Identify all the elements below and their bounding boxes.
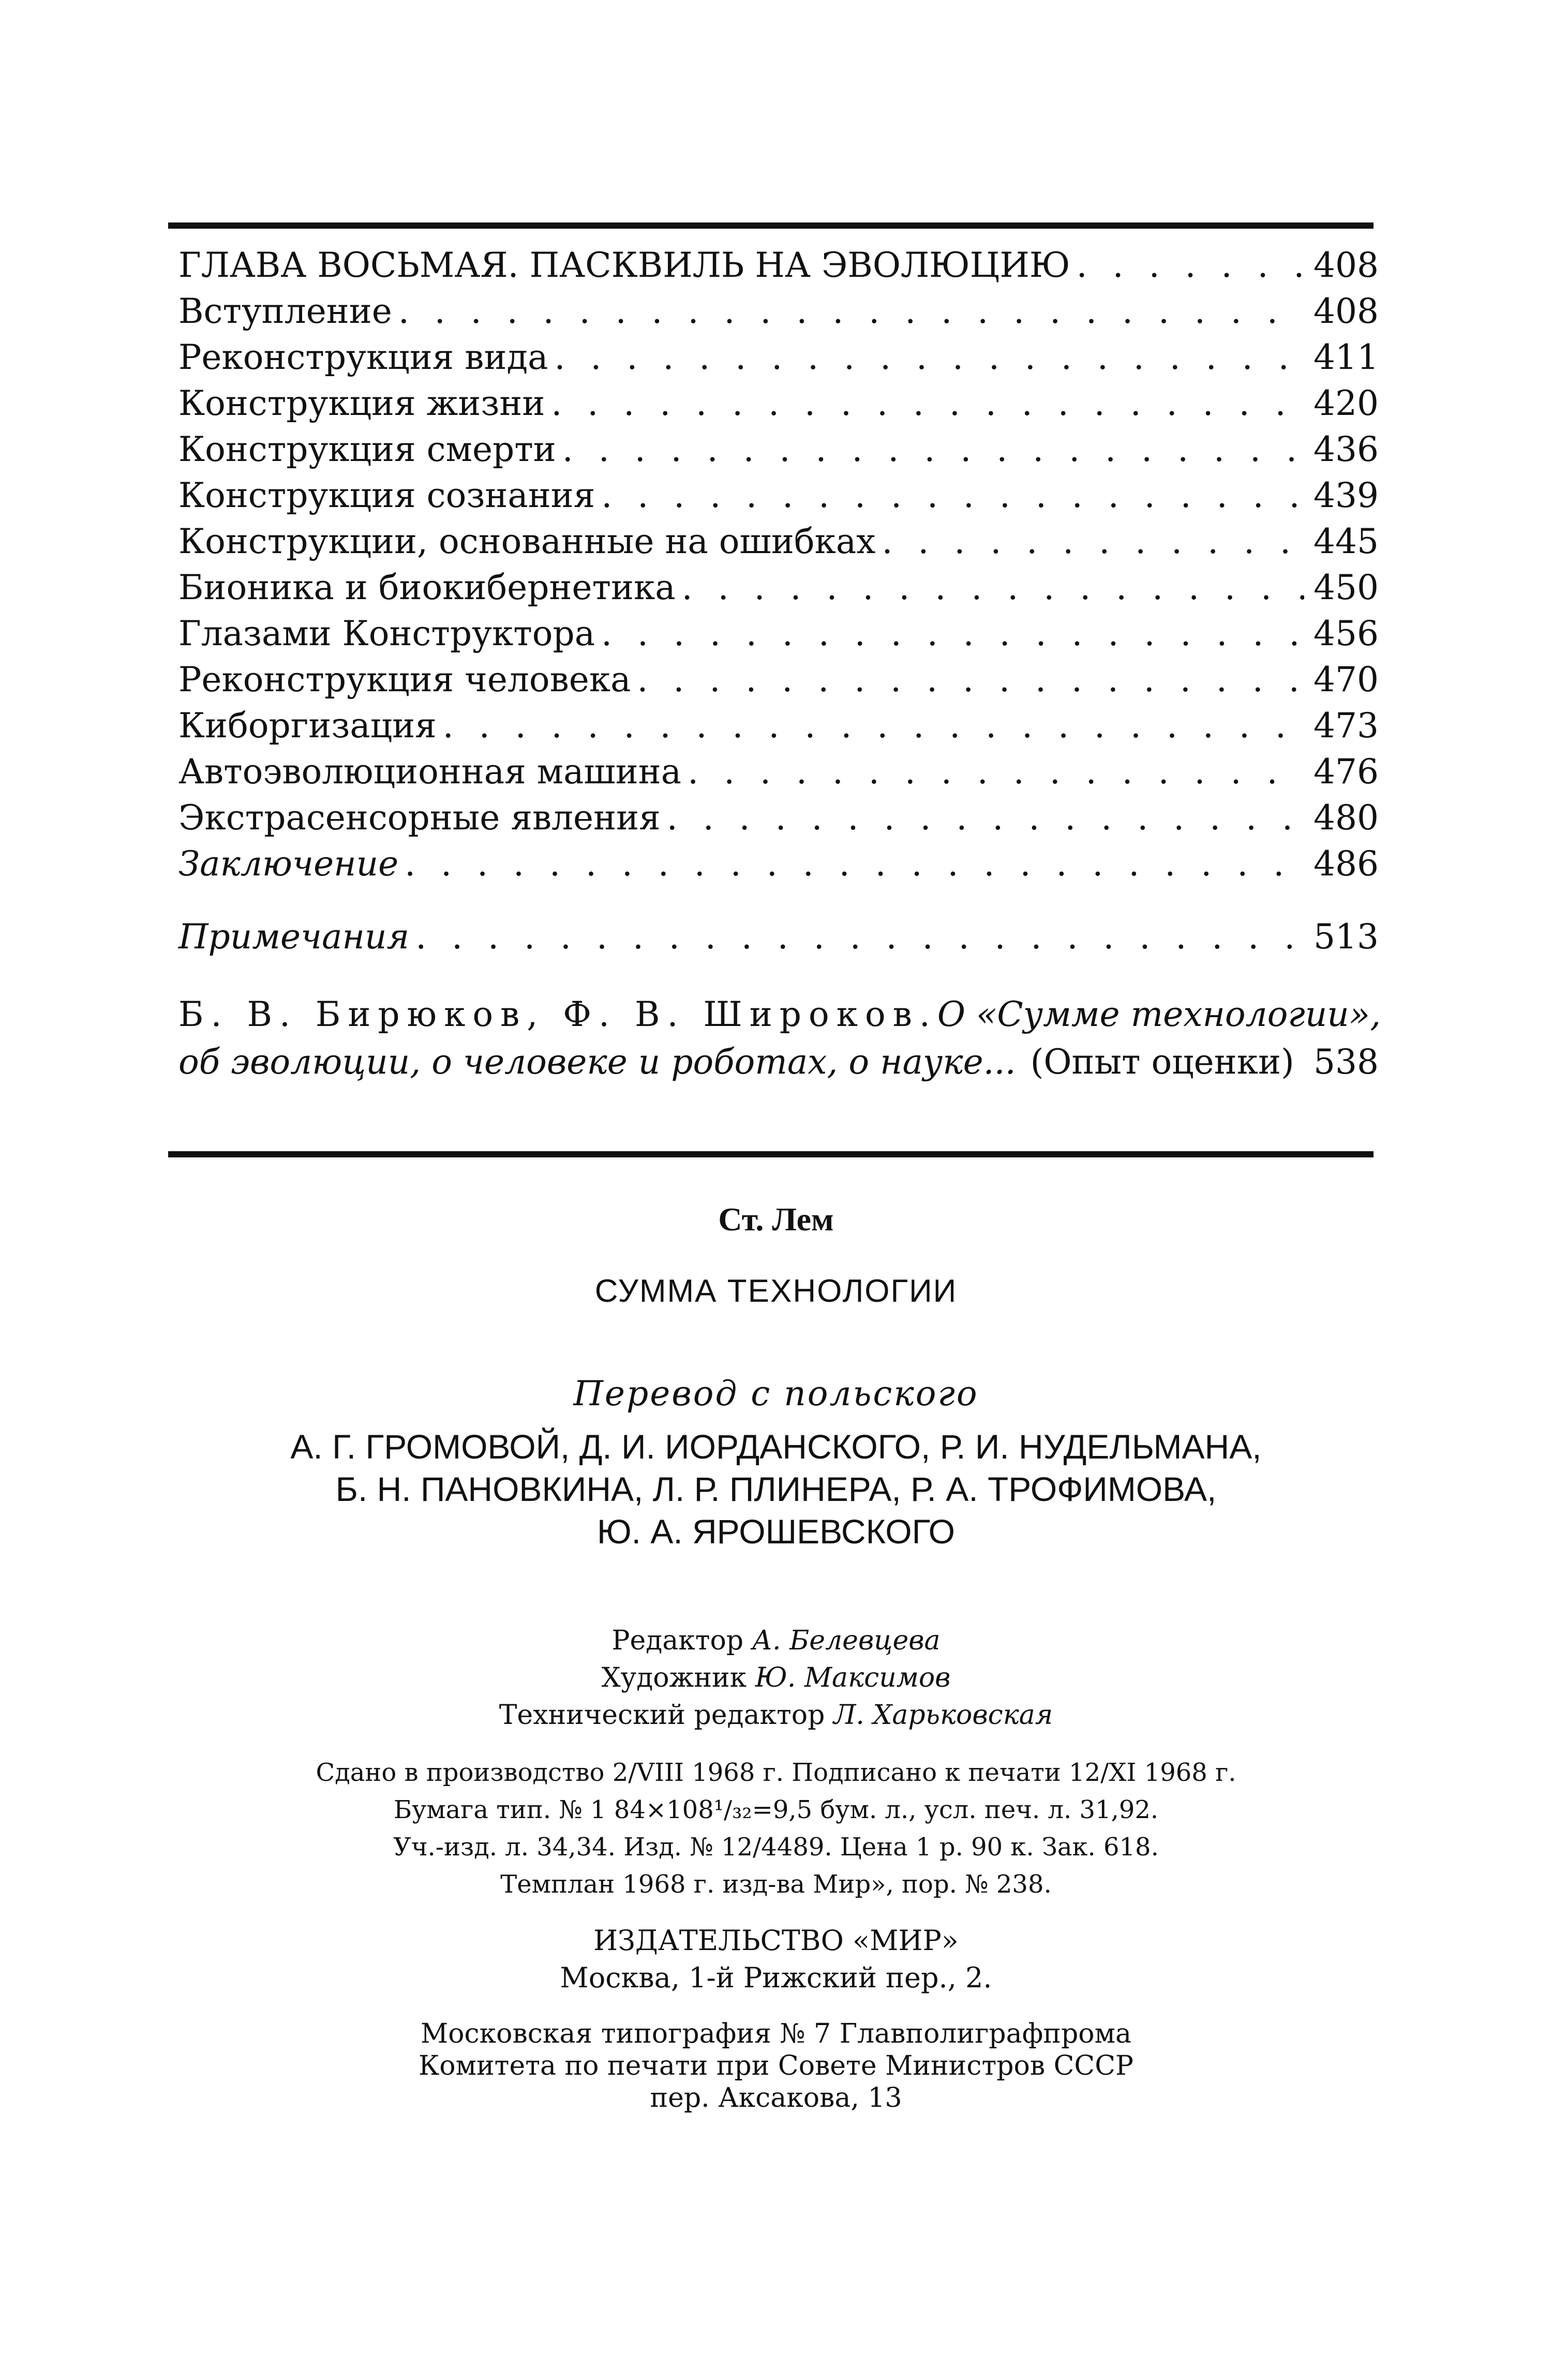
leader-dots — [601, 472, 1304, 518]
toc-entry[interactable] — [178, 518, 1379, 564]
imprint-line: Сдано в производство 2/VIII 1968 г. Подписано к печати 12/XI 1968 г. — [316, 1758, 1236, 1787]
toc-entry[interactable] — [178, 657, 1379, 703]
staff-name: А. Белевцева — [752, 1625, 941, 1656]
toc-essay-entry[interactable] — [178, 991, 1379, 1086]
staff-line — [0, 1659, 1552, 1697]
essay-suffix: (Опыт оценки) — [1030, 1042, 1294, 1082]
page-number: 486 — [1314, 844, 1379, 884]
publisher-address: Москва, 1-й Рижский пер., 2. — [560, 1961, 992, 1994]
toc-entry[interactable] — [178, 611, 1379, 657]
essay-title-part-2: об эволюции, о человеке и роботах, о науке... — [178, 1042, 1016, 1082]
page-number: 538 — [1314, 1042, 1379, 1082]
essay-title-part-1: О «Сумме технологии», — [937, 994, 1381, 1034]
entry-title: Вступление — [178, 291, 392, 331]
entry-title: Киборгизация — [178, 706, 437, 746]
translators-line: А. Г. ГРОМОВОЙ, Д. И. ИОРДАНСКОГО, Р. И. НУДЕЛЬМАНА, — [290, 1427, 1262, 1466]
entry-title: Глазами Конструктора — [178, 614, 595, 653]
toc-entry[interactable] — [178, 841, 1379, 887]
book-title: СУММА ТЕХНОЛОГИИ — [594, 1273, 958, 1309]
entry-title: Заключение — [178, 844, 399, 884]
imprint-line: Темплан 1968 г. изд-ва Мир», пор. № 238. — [500, 1870, 1052, 1899]
entry-title: Конструкция сознания — [178, 475, 595, 515]
top-rule — [168, 222, 1374, 229]
leader-dots — [562, 426, 1304, 472]
leader-dots — [1077, 242, 1304, 288]
printer-line: Комитета по печати при Совете Министров СССР — [419, 2050, 1133, 2081]
entry-title: Конструкции, основанные на ошибках — [178, 522, 876, 561]
entry-title: Экстрасенсорные явления — [178, 798, 661, 838]
page-number: 436 — [1314, 429, 1379, 469]
table-of-contents — [178, 242, 1379, 1086]
page-number: 408 — [1314, 245, 1379, 285]
entry-title: Конструкция жизни — [178, 383, 545, 423]
leader-dots — [554, 334, 1304, 380]
leader-dots — [551, 380, 1304, 426]
printer-line: пер. Аксакова, 13 — [650, 2082, 902, 2114]
leader-dots — [667, 795, 1304, 841]
essay-line-2 — [178, 1038, 1379, 1086]
leader-dots — [688, 749, 1304, 795]
translators-block — [0, 1425, 1552, 1553]
staff-credits — [0, 1622, 1552, 1734]
translation-heading: Перевод с польского — [573, 1374, 979, 1414]
entry-title: Конструкция смерти — [178, 429, 556, 469]
toc-entry[interactable] — [178, 334, 1379, 380]
page-number: 420 — [1314, 383, 1379, 423]
translators-line: Б. Н. ПАНОВКИНА, Л. Р. ПЛИНЕРА, Р. А. ТРОФИМОВА, — [335, 1470, 1217, 1508]
page-number: 408 — [1314, 291, 1379, 331]
imprint-line: Уч.-изд. л. 34,34. Изд. № 12/4489. Цена 1 р. 90 к. Зак. 618. — [393, 1833, 1159, 1862]
staff-role: Редактор — [611, 1625, 744, 1656]
page-number: 450 — [1314, 568, 1379, 607]
staff-name: Ю. Максимов — [755, 1662, 951, 1693]
page-number: 513 — [1314, 917, 1379, 957]
toc-entry[interactable] — [178, 795, 1379, 841]
page-number: 476 — [1314, 752, 1379, 792]
toc-entry[interactable] — [178, 749, 1379, 795]
leader-dots — [601, 611, 1304, 657]
imprint-details — [0, 1754, 1552, 1903]
leader-dots — [637, 657, 1304, 703]
translators-line: Ю. А. ЯРОШЕВСКОГО — [596, 1512, 956, 1551]
leader-dots — [882, 518, 1304, 564]
page-number: 456 — [1314, 614, 1379, 653]
toc-entry[interactable] — [178, 380, 1379, 426]
toc-entry[interactable] — [178, 564, 1379, 611]
printer-block — [0, 2018, 1552, 2114]
entry-title: Бионика и биокибернетика — [178, 568, 676, 607]
staff-role: Художник — [601, 1662, 747, 1693]
page-number: 470 — [1314, 660, 1379, 700]
page-number: 480 — [1314, 798, 1379, 838]
publisher-name: ИЗДАТЕЛЬСТВО «МИР» — [593, 1924, 959, 1957]
essay-line-1 — [178, 991, 1379, 1038]
leader-dots — [398, 288, 1304, 334]
notes-title: Примечания — [178, 917, 410, 957]
page-number: 411 — [1314, 337, 1379, 377]
leader-dots — [405, 841, 1304, 887]
toc-chapter-row[interactable] — [178, 242, 1379, 288]
leader-dots — [415, 914, 1304, 960]
page-number: 473 — [1314, 706, 1379, 746]
staff-role: Технический редактор — [499, 1700, 825, 1731]
toc-notes-row[interactable] — [178, 914, 1379, 960]
page-number: 445 — [1314, 522, 1379, 561]
leader-dots — [682, 564, 1304, 611]
printer-line: Московская типография № 7 Главполиграфпрома — [420, 2018, 1131, 2049]
toc-entry[interactable] — [178, 288, 1379, 334]
entry-title: Реконструкция человека — [178, 660, 631, 700]
staff-line — [0, 1622, 1552, 1659]
toc-entry[interactable] — [178, 426, 1379, 472]
essay-authors: Б. В. Бирюков, Ф. В. Широков. — [178, 994, 937, 1034]
divider-rule — [168, 1151, 1374, 1157]
toc-entry[interactable] — [178, 472, 1379, 518]
page-number: 439 — [1314, 475, 1379, 515]
entry-title: Автоэволюционная машина — [178, 752, 682, 792]
leader-dots — [443, 703, 1304, 749]
toc-entry[interactable] — [178, 703, 1379, 749]
chapter-title: ГЛАВА ВОСЬМАЯ. ПАСКВИЛЬ НА ЭВОЛЮЦИЮ — [178, 245, 1070, 285]
book-author: Ст. Лем — [718, 1201, 834, 1238]
staff-name: Л. Харьковская — [833, 1700, 1053, 1731]
imprint-line: Бумага тип. № 1 84×108¹/₃₂=9,5 бум. л., усл. печ. л. 31,92. — [393, 1795, 1159, 1824]
publisher-block — [0, 1922, 1552, 1997]
staff-line — [0, 1697, 1552, 1734]
entry-title: Реконструкция вида — [178, 337, 548, 377]
